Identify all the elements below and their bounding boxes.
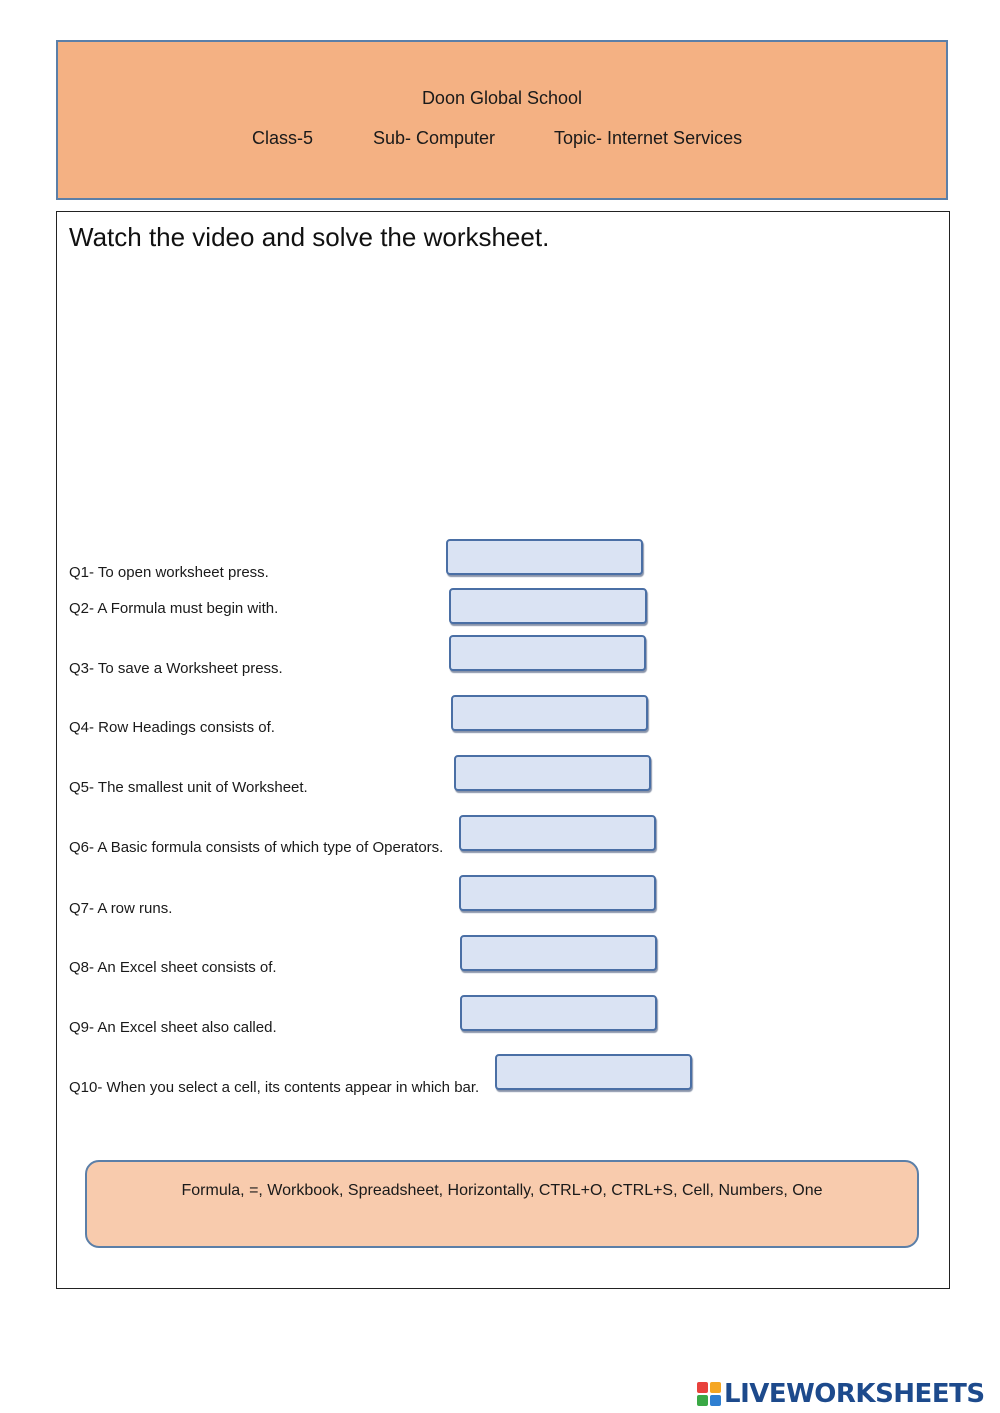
worksheet-body bbox=[56, 211, 950, 1289]
instruction-text: Watch the video and solve the worksheet. bbox=[69, 222, 550, 252]
question-1: Q1- To open worksheet press. bbox=[69, 564, 269, 581]
answer-box-10[interactable] bbox=[495, 1054, 692, 1090]
answer-box-8[interactable] bbox=[460, 935, 657, 971]
word-bank bbox=[85, 1160, 919, 1248]
answer-box-5[interactable] bbox=[454, 755, 651, 791]
answer-box-7[interactable] bbox=[459, 875, 656, 911]
answer-box-4[interactable] bbox=[451, 695, 648, 731]
answer-box-1[interactable] bbox=[446, 539, 643, 575]
school-name: Doon Global School bbox=[421, 88, 583, 108]
question-9: Q9- An Excel sheet also called. bbox=[69, 1019, 277, 1036]
question-3: Q3- To save a Worksheet press. bbox=[69, 660, 283, 677]
liveworksheets-logo bbox=[697, 1378, 985, 1410]
question-4: Q4- Row Headings consists of. bbox=[69, 719, 275, 736]
answer-box-6[interactable] bbox=[459, 815, 656, 851]
answer-box-9[interactable] bbox=[460, 995, 657, 1031]
grid-icon bbox=[697, 1382, 721, 1406]
topic-label: Topic- Internet Services bbox=[554, 128, 743, 148]
question-7: Q7- A row runs. bbox=[69, 900, 173, 917]
question-2: Q2- A Formula must begin with. bbox=[69, 600, 279, 617]
class-label: Class-5 bbox=[252, 128, 314, 148]
word-bank-text: Formula, =, Workbook, Spreadsheet, Horizontally, CTRL+O, CTRL+S, Cell, Numbers, One bbox=[181, 1182, 823, 1199]
subject-label: Sub- Computer bbox=[373, 128, 496, 148]
question-6: Q6- A Basic formula consists of which type of Operators. bbox=[69, 839, 444, 856]
answer-box-3[interactable] bbox=[449, 635, 646, 671]
question-5: Q5- The smallest unit of Worksheet. bbox=[69, 779, 308, 796]
brand-name: LIVEWORKSHEETS bbox=[724, 1379, 985, 1409]
question-8: Q8- An Excel sheet consists of. bbox=[69, 959, 277, 976]
answer-box-2[interactable] bbox=[449, 588, 647, 624]
question-10: Q10- When you select a cell, its contents appear in which bar. bbox=[69, 1079, 480, 1096]
worksheet-header bbox=[56, 40, 948, 200]
